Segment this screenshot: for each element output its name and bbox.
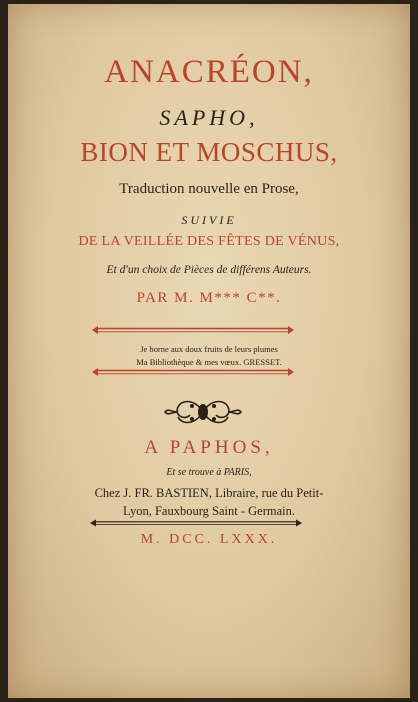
imprint-trouve: Et se trouve à PARIS, (166, 467, 252, 478)
book-title: ANACRÉON, (104, 54, 314, 90)
suivie-line: SUIVIE (181, 213, 237, 227)
ornamental-rule-top (92, 325, 294, 335)
epigraph-line-2: Ma Bibliothèque & mes vœux. GRESSET. (136, 357, 282, 367)
ornamental-rule-imprint (90, 519, 302, 527)
veillee-line: DE LA VEILLÉE DES FÊTES DE VÉNUS, (78, 234, 340, 249)
title-page (8, 4, 410, 698)
subtitle-sapho: SAPHO, (159, 105, 259, 130)
subtitle-bion-moschus: BION ET MOSCHUS, (80, 137, 338, 167)
imprint-place: A PAPHOS, (144, 437, 274, 458)
imprint-date: M. DCC. LXXX. (140, 532, 278, 547)
choix-line: Et d'un choix de Pièces de différens Auteurs. (106, 264, 312, 276)
epigraph-line-1: Je borne aux doux fruits de leurs plumes (140, 344, 278, 354)
imprint-publisher-line-1: Chez J. FR. BASTIEN, Libraire, rue du Petit- (94, 486, 324, 500)
translation-line: Traduction nouvelle en Prose, (119, 181, 299, 197)
fleuron-vignette-icon (162, 393, 244, 431)
author-line: PAR M. M*** C**. (136, 290, 282, 306)
ornamental-rule-bottom (92, 367, 294, 377)
imprint-publisher-line-2: Lyon, Fauxbourg Saint - Germain. (123, 504, 295, 518)
